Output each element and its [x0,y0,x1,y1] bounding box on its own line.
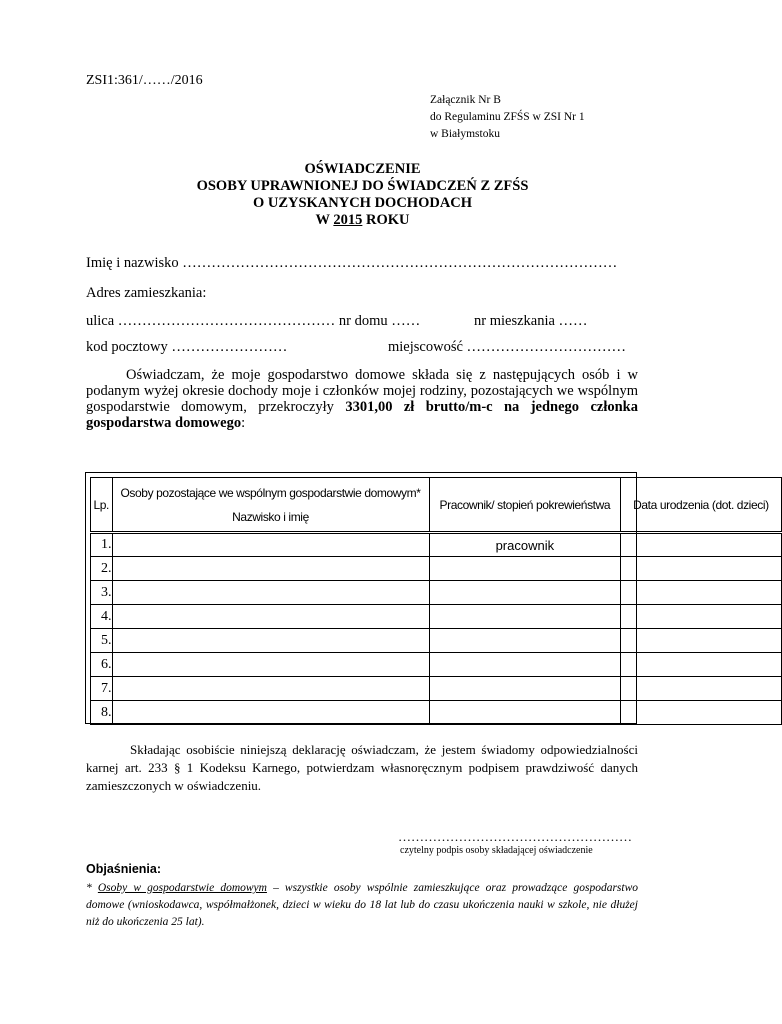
intro-statement [86,367,638,431]
table-row [91,677,782,701]
document-number: ZSI1:361/……/2016 [86,73,203,88]
table-row [91,653,782,677]
annex-line: Załącznik Nr B [430,94,501,106]
birthdate-cell[interactable] [621,701,782,725]
row-number: 5. [91,629,113,653]
title-line-2: OSOBY UPRAWNIONEJ DO ŚWIADCZEŃ Z ZFŚS [196,178,529,194]
birthdate-cell[interactable] [621,677,782,701]
name-cell[interactable] [112,701,429,725]
signature-label: czytelny podpis osoby składającej oświadczenie [400,845,593,856]
name-cell[interactable] [112,629,429,653]
title-line-3: O UZYSKANYCH DOCHODACH [252,195,473,211]
income-threshold: 3301,00 zł brutto/m-c na jednego członka gospodarstwa domowego [86,399,638,431]
header-relation: Pracownik/ stopień pokrewieństwa [429,478,621,533]
intro-colon: : [241,415,246,431]
header-persons-line1: Osoby pozostające we wspólnym gospodarstwie domowym* [120,485,421,500]
declaration [86,741,638,795]
birthdate-cell[interactable] [621,605,782,629]
table-row [91,701,782,725]
document-title [0,161,725,229]
signature-line[interactable]: ……………………………………………… [398,829,632,844]
row-number: 6. [91,653,113,677]
title-suffix: ROKU [362,212,410,228]
table-row [91,629,782,653]
birthdate-cell[interactable] [621,581,782,605]
row-number: 4. [91,605,113,629]
relation-cell[interactable] [429,605,621,629]
table-row [91,533,782,557]
header-persons-line2: Nazwisko i imię [232,509,309,524]
annex-note [430,92,585,143]
name-field[interactable]: Imię i nazwisko ……………………………………………………………………………… [86,255,618,271]
title-line-4 [0,212,725,229]
street-field[interactable]: ulica ……………………………………… nr domu …… [86,313,421,329]
address-label: Adres zamieszkania: [86,285,207,301]
birthdate-cell[interactable] [621,557,782,581]
title-prefix: W [315,212,334,228]
postal-code-field[interactable]: kod pocztowy …………………… [86,339,288,355]
row-number: 1. [91,533,113,557]
birthdate-cell[interactable] [621,533,782,557]
annex-line: w Białymstoku [430,128,500,140]
relation-cell[interactable] [429,581,621,605]
relation-cell[interactable] [429,701,621,725]
row-number: 7. [91,677,113,701]
header-lp: Lp. [91,478,113,533]
declaration-text: Składając osobiście niniejszą deklarację oświadczam, że jestem świadomy odpowiedzialności karnej art. 233 § 1 Kodeksu Karnego, potwierdzam własnoręcznym podpisem prawdziwość danych zamieszczonych w oświadczeniu. [86,742,638,793]
name-cell[interactable] [112,557,429,581]
name-cell[interactable] [112,581,429,605]
relation-cell[interactable] [429,557,621,581]
title-year: 2015 [333,212,363,228]
relation-cell[interactable]: pracownik [429,533,621,557]
row-number: 2. [91,557,113,581]
flat-number-field[interactable]: nr mieszkania …… [474,313,588,329]
header-persons [112,478,429,533]
household-table-frame [85,472,769,724]
birthdate-cell[interactable] [621,629,782,653]
relation-cell[interactable] [429,653,621,677]
footnote-star: * [86,882,98,894]
table-row [91,581,782,605]
city-field[interactable]: miejscowość …………………………… [388,339,627,355]
name-cell[interactable] [112,677,429,701]
explanations [86,880,638,931]
intro-text: Oświadczam, że moje gospodarstwo domowe składa się z następujących osób i w podanym wyżej okresie dochody moje i członków mojej rodziny, pozostających we wspólnym gospodarstwie domowym, przekroczyły [86,367,638,415]
explanations-heading: Objaśnienia: [86,862,162,876]
birthdate-cell[interactable] [621,653,782,677]
footnote-text: – wszystkie osoby wspólnie zamieszkujące oraz prowadzące gospodarstwo domowe (wnioskodawca, współmałżonek, dzieci w wieku do 18 lat lub do czasu ukończenia nauki w szkole, nie dłużej niż do ukończenia 25 lat). [86,882,639,928]
row-number: 3. [91,581,113,605]
name-cell[interactable] [112,605,429,629]
household-table [90,477,782,725]
annex-line: do Regulaminu ZFŚS w ZSI Nr 1 [430,111,585,123]
row-number: 8. [91,701,113,725]
header-birthdate: Data urodzenia (dot. dzieci) [621,478,782,533]
table-row [91,605,782,629]
footnote-term: Osoby w gospodarstwie domowym [97,882,267,894]
table-row [91,557,782,581]
title-line-1: OŚWIADCZENIE [304,161,421,177]
name-cell[interactable] [112,533,429,557]
relation-cell[interactable] [429,629,621,653]
relation-cell[interactable] [429,677,621,701]
name-cell[interactable] [112,653,429,677]
